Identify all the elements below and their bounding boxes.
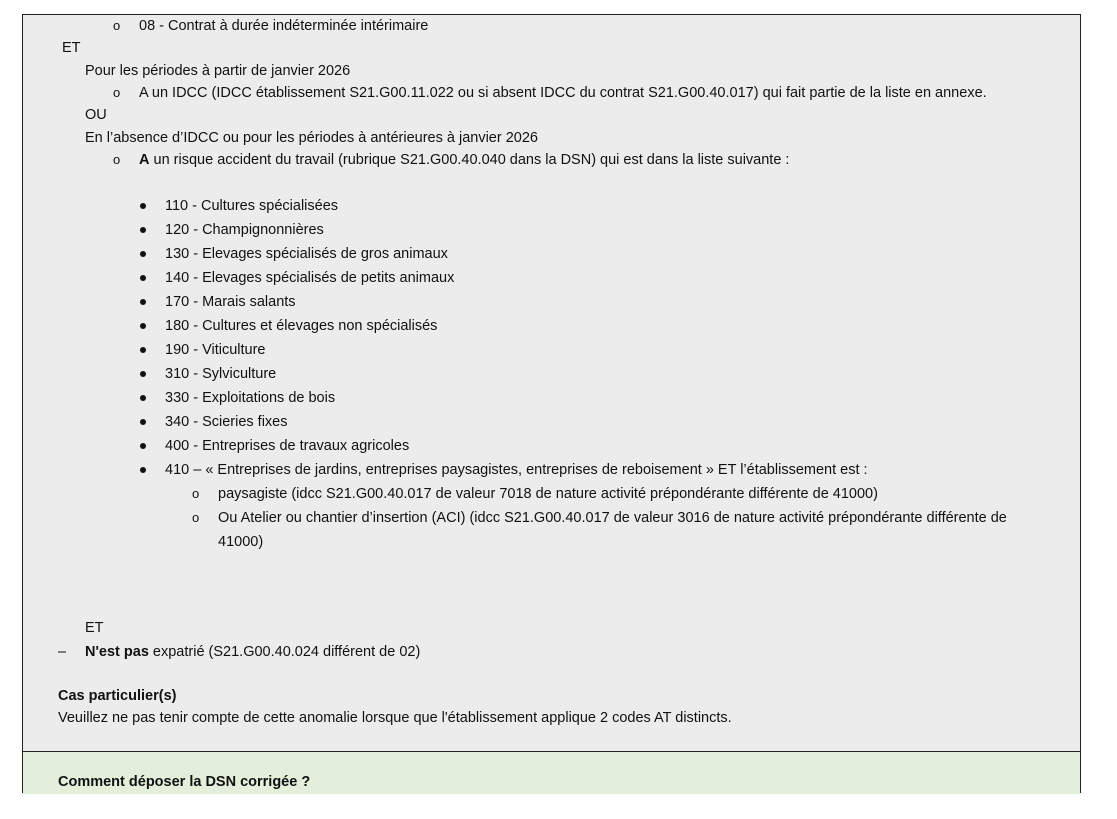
aci-condition-continued: 41000): [218, 534, 264, 550]
list-item: 110 - Cultures spécialisées: [165, 198, 339, 214]
bullet-icon: [140, 347, 146, 353]
special-cases-text: Veuillez ne pas tenir compte de cette anomalie lorsque que l'établissement applique 2 codes AT distincts.: [58, 710, 732, 726]
bullet-icon: [140, 323, 146, 329]
dash-bullet: –: [58, 644, 67, 660]
bullet-icon: [140, 275, 146, 281]
absence-intro: En l’absence d’IDCC ou pour les périodes à antérieures à janvier 2026: [85, 130, 538, 146]
list-item: 130 - Elevages spécialisés de gros animaux: [165, 246, 448, 262]
circle-bullet-icon: o: [113, 85, 121, 100]
bullet-icon: [140, 251, 146, 257]
period-intro: Pour les périodes à partir de janvier 2026: [85, 63, 351, 79]
bullet-icon: [140, 395, 146, 401]
list-item: 400 - Entreprises de travaux agricoles: [165, 438, 410, 454]
ou-connector: OU: [85, 107, 107, 123]
special-cases-title: Cas particulier(s): [58, 688, 177, 704]
risk-rule: [139, 151, 789, 169]
paysagiste-condition: paysagiste (idcc S21.G00.40.017 de valeur 7018 de nature activité prépondérante différente de 41000): [218, 486, 878, 502]
expat-rule-lead: N'est pas: [85, 644, 149, 660]
bullet-icon: [140, 203, 146, 209]
et-connector: ET: [85, 620, 104, 636]
list-item: 120 - Champignonnières: [165, 222, 324, 238]
bullet-icon: [140, 299, 146, 305]
et-connector: ET: [62, 40, 81, 56]
footer-section-title: Comment déposer la DSN corrigée ?: [58, 774, 311, 790]
idcc-rule: A un IDCC (IDCC établissement S21.G00.11.022 ou si absent IDCC du contrat S21.G00.40.017) qui fait partie de la liste en annexe.: [139, 85, 987, 101]
circle-bullet-icon: o: [192, 486, 200, 501]
contract-type-item: 08 - Contrat à durée indéterminée intérimaire: [139, 18, 429, 34]
list-item: 190 - Viticulture: [165, 342, 266, 358]
list-item: 410 – « Entreprises de jardins, entreprises paysagistes, entreprises de reboisement » ET l’établissement est :: [165, 462, 868, 478]
list-item: 310 - Sylviculture: [165, 366, 277, 382]
list-item: 140 - Elevages spécialisés de petits animaux: [165, 270, 455, 286]
bullet-icon: [140, 227, 146, 233]
aci-condition: Ou Atelier ou chantier d’insertion (ACI) (idcc S21.G00.40.017 de valeur 3016 de nature activité prépondérante différente de: [218, 510, 1007, 526]
expat-rule-text: expatrié (S21.G00.40.024 différent de 02): [148, 644, 421, 660]
bullet-icon: [140, 443, 146, 449]
list-item: 340 - Scieries fixes: [165, 414, 288, 430]
list-item: 330 - Exploitations de bois: [165, 390, 336, 406]
expat-rule: [85, 643, 420, 661]
risk-rule-text: un risque accident du travail (rubrique S21.G00.40.040 dans la DSN) qui est dans la liste suivante :: [149, 152, 790, 168]
bullet-icon: [140, 371, 146, 377]
circle-bullet-icon: o: [192, 510, 200, 525]
list-item: 170 - Marais salants: [165, 294, 296, 310]
circle-bullet-icon: o: [113, 152, 121, 167]
list-item: 180 - Cultures et élevages non spécialisés: [165, 318, 438, 334]
bullet-icon: [140, 419, 146, 425]
bullet-icon: [140, 467, 146, 473]
circle-bullet-icon: o: [113, 18, 121, 33]
rule-description-section: [23, 15, 1080, 752]
risk-rule-lead: A: [139, 152, 150, 168]
